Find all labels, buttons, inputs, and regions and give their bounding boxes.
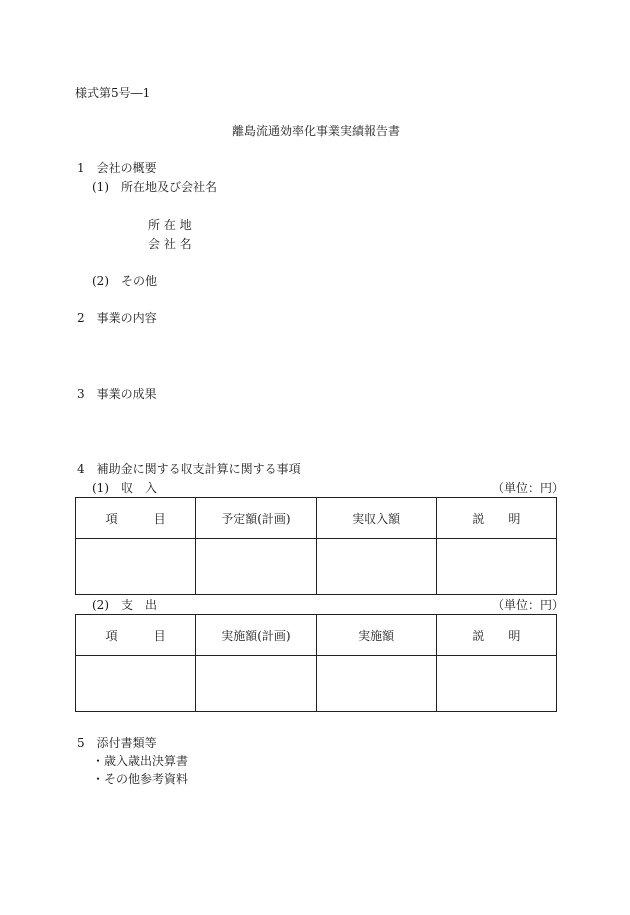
income-cell: [196, 539, 316, 595]
income-header-actual: 実収入額: [316, 498, 436, 539]
page-title: 離島流通効率化事業実績報告書: [232, 124, 401, 138]
section1-heading: 1 会社の概要: [77, 161, 157, 175]
expense-header-explanation: 説 明: [436, 615, 556, 656]
section2-heading: 2 事業の内容: [77, 311, 157, 325]
income-cell: [76, 539, 196, 595]
expense-body-row: [76, 656, 557, 712]
income-header-planned: 予定額(計画): [196, 498, 316, 539]
expense-header-actual: 実施額: [316, 615, 436, 656]
income-header-row: [76, 498, 557, 539]
attachment-item: ・その他参考資料: [92, 772, 189, 786]
income-header-item: 項 目: [76, 498, 196, 539]
income-body-row: [76, 539, 557, 595]
attachment-item: ・歳入歳出決算書: [92, 754, 189, 768]
expense-cell: [316, 656, 436, 712]
section4-heading: 4 補助金に関する収支計算に関する事項: [77, 462, 301, 476]
expense-cell: [196, 656, 316, 712]
expense-cell: [76, 656, 196, 712]
income-header-explanation: 説 明: [436, 498, 556, 539]
income-table: [75, 497, 557, 595]
expense-table: [75, 614, 557, 712]
address-label: 所 在 地: [148, 218, 192, 232]
section5-heading: 5 添付書類等: [77, 736, 157, 750]
company-label: 会 社 名: [148, 237, 192, 251]
section1-sub1: (1) 所在地及び会社名: [92, 180, 217, 194]
expense-unit: （単位：円）: [492, 598, 565, 612]
form-number: 様式第5号―1: [75, 86, 151, 100]
expense-header-planned: 実施額(計画): [196, 615, 316, 656]
expense-header-item: 項 目: [76, 615, 196, 656]
section1-sub2: (2) その他: [92, 274, 157, 288]
expense-header-row: [76, 615, 557, 656]
income-cell: [316, 539, 436, 595]
income-unit: （単位：円）: [492, 481, 565, 495]
section3-heading: 3 事業の成果: [77, 387, 157, 401]
income-cell: [436, 539, 556, 595]
income-label: (1) 収 入: [92, 481, 157, 495]
expense-cell: [436, 656, 556, 712]
expense-label: (2) 支 出: [92, 598, 157, 612]
